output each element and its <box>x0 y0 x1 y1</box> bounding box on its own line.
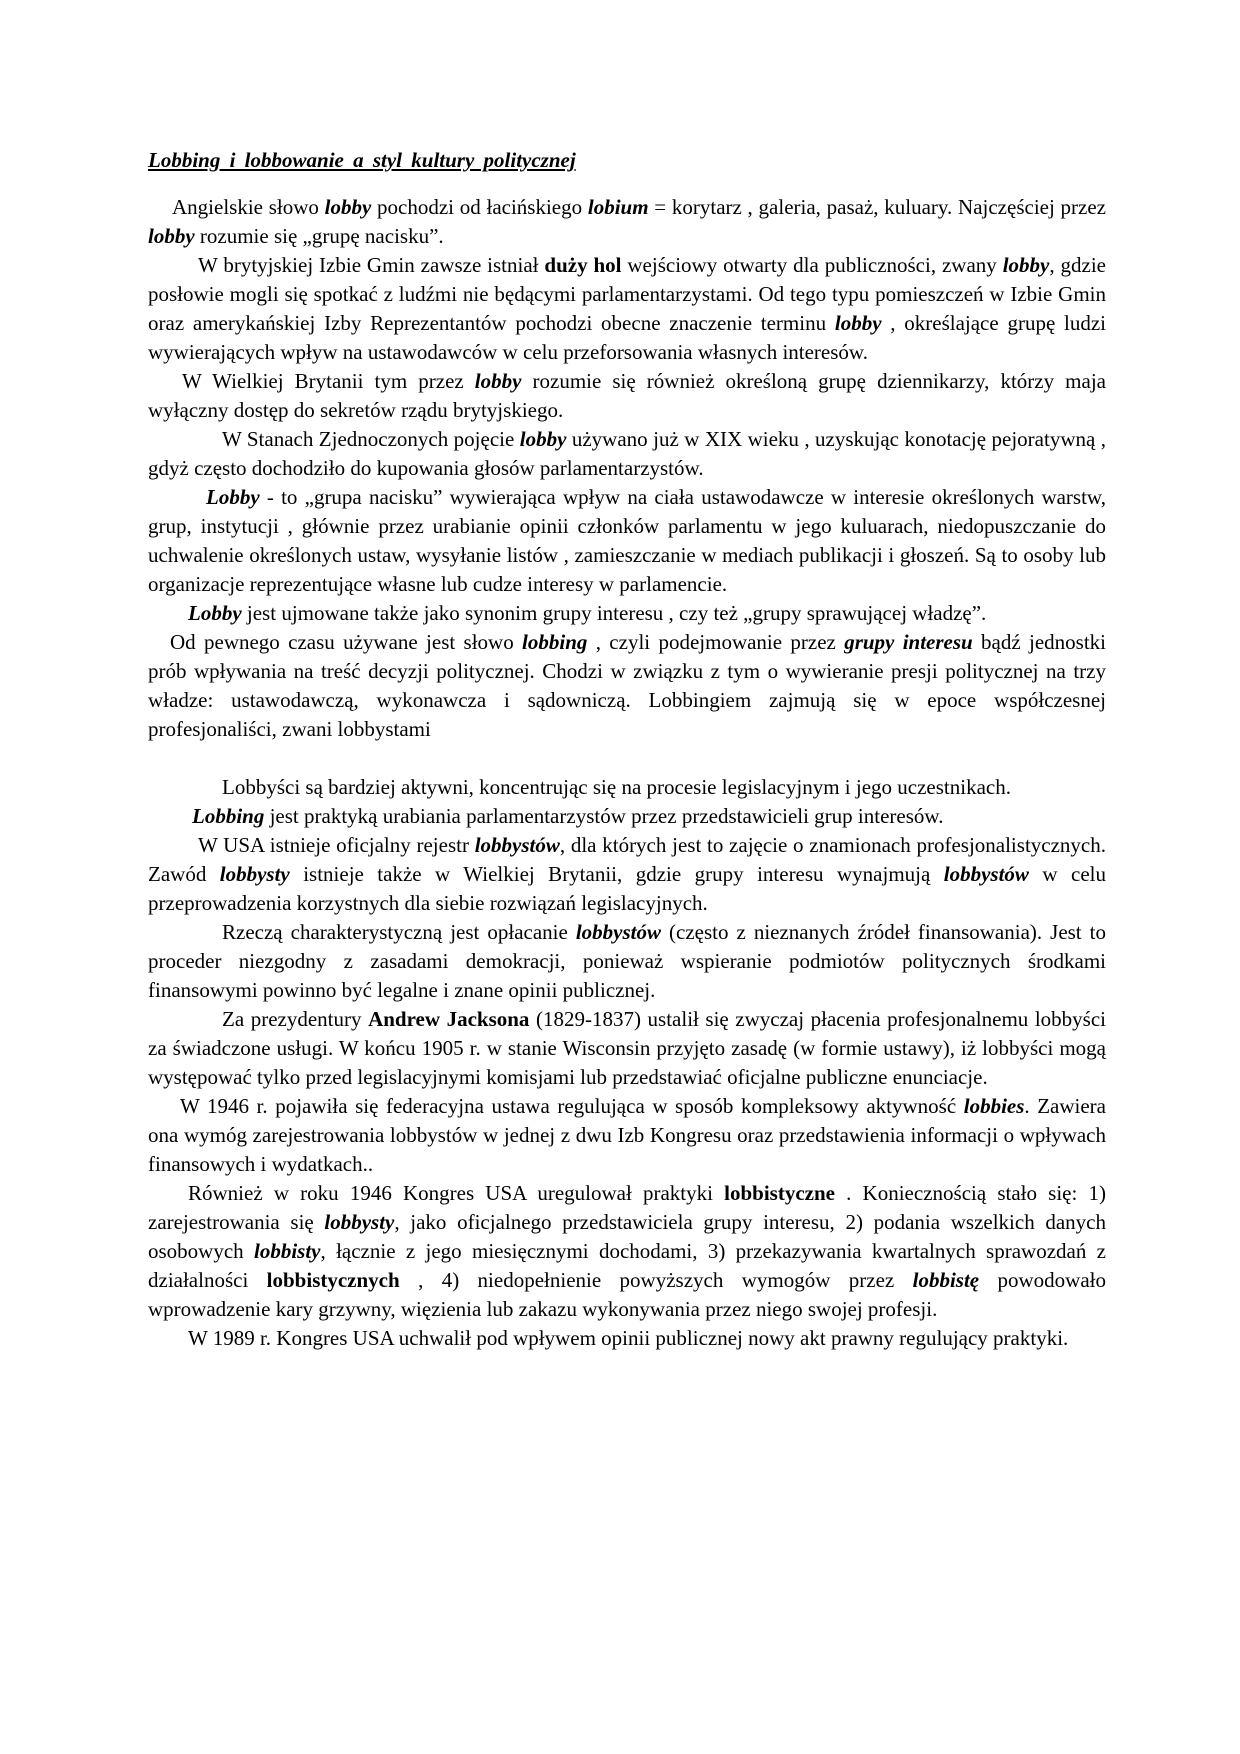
text-run: Za prezydentury <box>222 1007 369 1031</box>
text-run: (często z nieznanych źródeł finansowania). Jest to proceder niezgodny z zasadami demokracji, ponieważ wspieranie podmiotów politycznych środkami finansowymi powinno być legalne i znane opinii publicznej. <box>148 920 1106 1002</box>
paragraph <box>148 193 1106 251</box>
paragraph <box>148 599 1106 628</box>
text-run: istnieje także w Wielkiej Brytanii, gdzie grupy interesu wynajmują <box>289 862 944 886</box>
text-run: Rzeczą charakterystyczną jest opłacanie <box>222 920 576 944</box>
text-run: Angielskie słowo <box>172 195 325 219</box>
text-run: Również w roku 1946 Kongres USA uregulował praktyki <box>188 1181 725 1205</box>
keyword: lobby <box>834 311 882 335</box>
bold-text: lobbistycznych <box>266 1268 400 1292</box>
paragraph <box>148 918 1106 1005</box>
keyword: lobbysty <box>324 1210 395 1234</box>
text-run: w celu przeprowadzenia korzystnych dla siebie rozwiązań legislacyjnych. <box>148 862 1106 915</box>
paragraph <box>148 1092 1106 1179</box>
keyword: lobbystów <box>575 920 662 944</box>
paragraph <box>148 1179 1106 1324</box>
text-run: (1829-1837) ustalił się zwyczaj płacenia profesjonalnemu lobbyści za świadczone usługi. W końcu 1905 r. w stanie Wisconsin przyjęto zasadę (w formie ustawy), iż lobbyści mogą występować tylko przed legislacyjnymi komisjami lub przedstawiać oficjalne publiczne enunciacje. <box>148 1007 1107 1089</box>
paragraph <box>148 1324 1106 1353</box>
text-run: W Stanach Zjednoczonych pojęcie <box>222 427 520 451</box>
keyword: lobbystów <box>474 833 560 857</box>
text-run: = korytarz , galeria, pasaż, kuluary. Najczęściej przez <box>648 195 1107 219</box>
paragraph <box>148 773 1106 802</box>
keyword: lobbisty <box>254 1239 321 1263</box>
text-run: , gdzie posłowie mogli się spotkać z ludźmi nie będącymi parlamentarzystami. Od tego typu pomieszczeń w Izbie Gmin oraz amerykańskiej Izby Reprezentantów pochodzi obecne znaczenie terminu <box>148 253 1106 335</box>
paragraph <box>148 425 1106 483</box>
paragraph <box>148 628 1106 744</box>
text-run: W Wielkiej Brytanii tym przez <box>182 369 475 393</box>
text-run: W USA istnieje oficjalny rejestr <box>198 833 475 857</box>
text-run: - to „grupa nacisku” wywierająca wpływ na ciała ustawodawcze w interesie określonych warstw, grup, instytucji , głównie przez urabianie opinii członków parlamentu w jego kuluarach, niedopuszczanie do uchwalenie określonych ustaw, wysyłanie listów , zamieszczanie w mediach publikacji i głoszeń. Są to osoby lub organizacje reprezentujące własne lub cudze interesy w parlamencie. <box>148 485 1106 596</box>
text-run: rozumie się również określoną grupę dziennikarzy, którzy maja wyłączny dostęp do sekretów rządu brytyjskiego. <box>148 369 1106 422</box>
paragraph <box>148 802 1106 831</box>
keyword: lobby <box>324 195 372 219</box>
keyword: lobbysty <box>219 862 290 886</box>
keyword: Lobbing <box>192 804 265 828</box>
text-run: Lobbyści są bardziej aktywni, koncentrując się na procesie legislacyjnym i jego uczestnikach. <box>222 775 1011 799</box>
text-run: , 4) niedopełnienie powyższych wymogów przez <box>399 1268 913 1292</box>
keyword: lobby <box>474 369 522 393</box>
text-run: , jako oficjalnego przedstawiciela grupy interesu, 2) podania wszelkich danych osobowych <box>148 1210 1106 1263</box>
text-run: W 1946 r. pojawiła się federacyjna ustawa regulująca w sposób kompleksowy aktywność <box>180 1094 964 1118</box>
keyword: lobbing <box>522 630 588 654</box>
text-run: , łącznie z jego miesięcznymi dochodami, 3) przekazywania kwartalnych sprawozdań z działalności <box>148 1239 1106 1292</box>
paragraph <box>148 483 1106 599</box>
text-run: , dla których jest to zajęcie o znamionach profesjonalistycznych. Zawód <box>148 833 1106 886</box>
text-run: W 1989 r. Kongres USA uchwalił pod wpływem opinii publicznej nowy akt prawny regulujący praktyki. <box>188 1326 1069 1350</box>
keyword: Lobby <box>206 485 260 509</box>
text-run: wejściowy otwarty dla publiczności, zwany <box>621 253 1003 277</box>
bold-text: duży hol <box>544 253 622 277</box>
text-run: . Zawiera ona wymóg zarejestrowania lobbystów w jednej z dwu Izb Kongresu oraz przedstawienia informacji o wpływach finansowych i wydatkach.. <box>148 1094 1106 1176</box>
text-run: rozumie się „grupę nacisku”. <box>194 224 444 248</box>
text-run: bądź jednostki prób wpływania na treść decyzji politycznej. Chodzi w związku z tym o wywieranie presji politycznej na trzy władze: ustawodawczą, wykonawcza i sądowniczą. Lobbingiem zajmują się w epoce współczesnej profesjonaliści, zwani lobbystami <box>148 630 1107 741</box>
paragraph <box>148 1005 1106 1092</box>
text-run: , czyli podejmowanie przez <box>587 630 845 654</box>
keyword: lobby <box>1002 253 1050 277</box>
keyword: lobby <box>519 427 567 451</box>
paragraph <box>148 367 1106 425</box>
bold-text: Andrew Jacksona <box>368 1007 530 1031</box>
text-run: , określające grupę ludzi wywierających wpływ na ustawodawców w celu przeforsowania własnych interesów. <box>148 311 1107 364</box>
paragraph <box>148 251 1106 367</box>
keyword: lobbies <box>963 1094 1025 1118</box>
text-run: jest ujmowane także jako synonim grupy interesu , czy też „grupy sprawującej władzę”. <box>241 601 987 625</box>
keyword: lobbystów <box>943 862 1029 886</box>
keyword: grupy interesu <box>844 630 973 654</box>
text-run: jest praktyką urabiania parlamentarzystów przez przedstawicieli grup interesów. <box>264 804 944 828</box>
text-run: używano już w XIX wieku , uzyskując konotację pejoratywną , gdyż często dochodziło do kupowania głosów parlamentarzystów. <box>148 427 1106 480</box>
bold-text: lobbistyczne <box>724 1181 835 1205</box>
text-run: W brytyjskiej Izbie Gmin zawsze istniał <box>198 253 545 277</box>
paragraph <box>148 831 1106 918</box>
text-run: pochodzi od łacińskiego <box>371 195 588 219</box>
text-run: . Koniecznością stało się: 1) zarejestrowania się <box>148 1181 1106 1234</box>
text-run: powodowało wprowadzenie kary grzywny, więzienia lub zakazu wykonywania przez niego swojej profesji. <box>148 1268 1106 1321</box>
document-title: Lobbing i lobbowanie a styl kultury politycznej <box>148 148 576 172</box>
keyword: lobium <box>587 195 649 219</box>
keyword: lobby <box>148 224 195 248</box>
document-body <box>148 193 1106 1353</box>
text-run: Od pewnego czasu używane jest słowo <box>170 630 523 654</box>
keyword: lobbistę <box>912 1268 980 1292</box>
keyword: Lobby <box>188 601 242 625</box>
